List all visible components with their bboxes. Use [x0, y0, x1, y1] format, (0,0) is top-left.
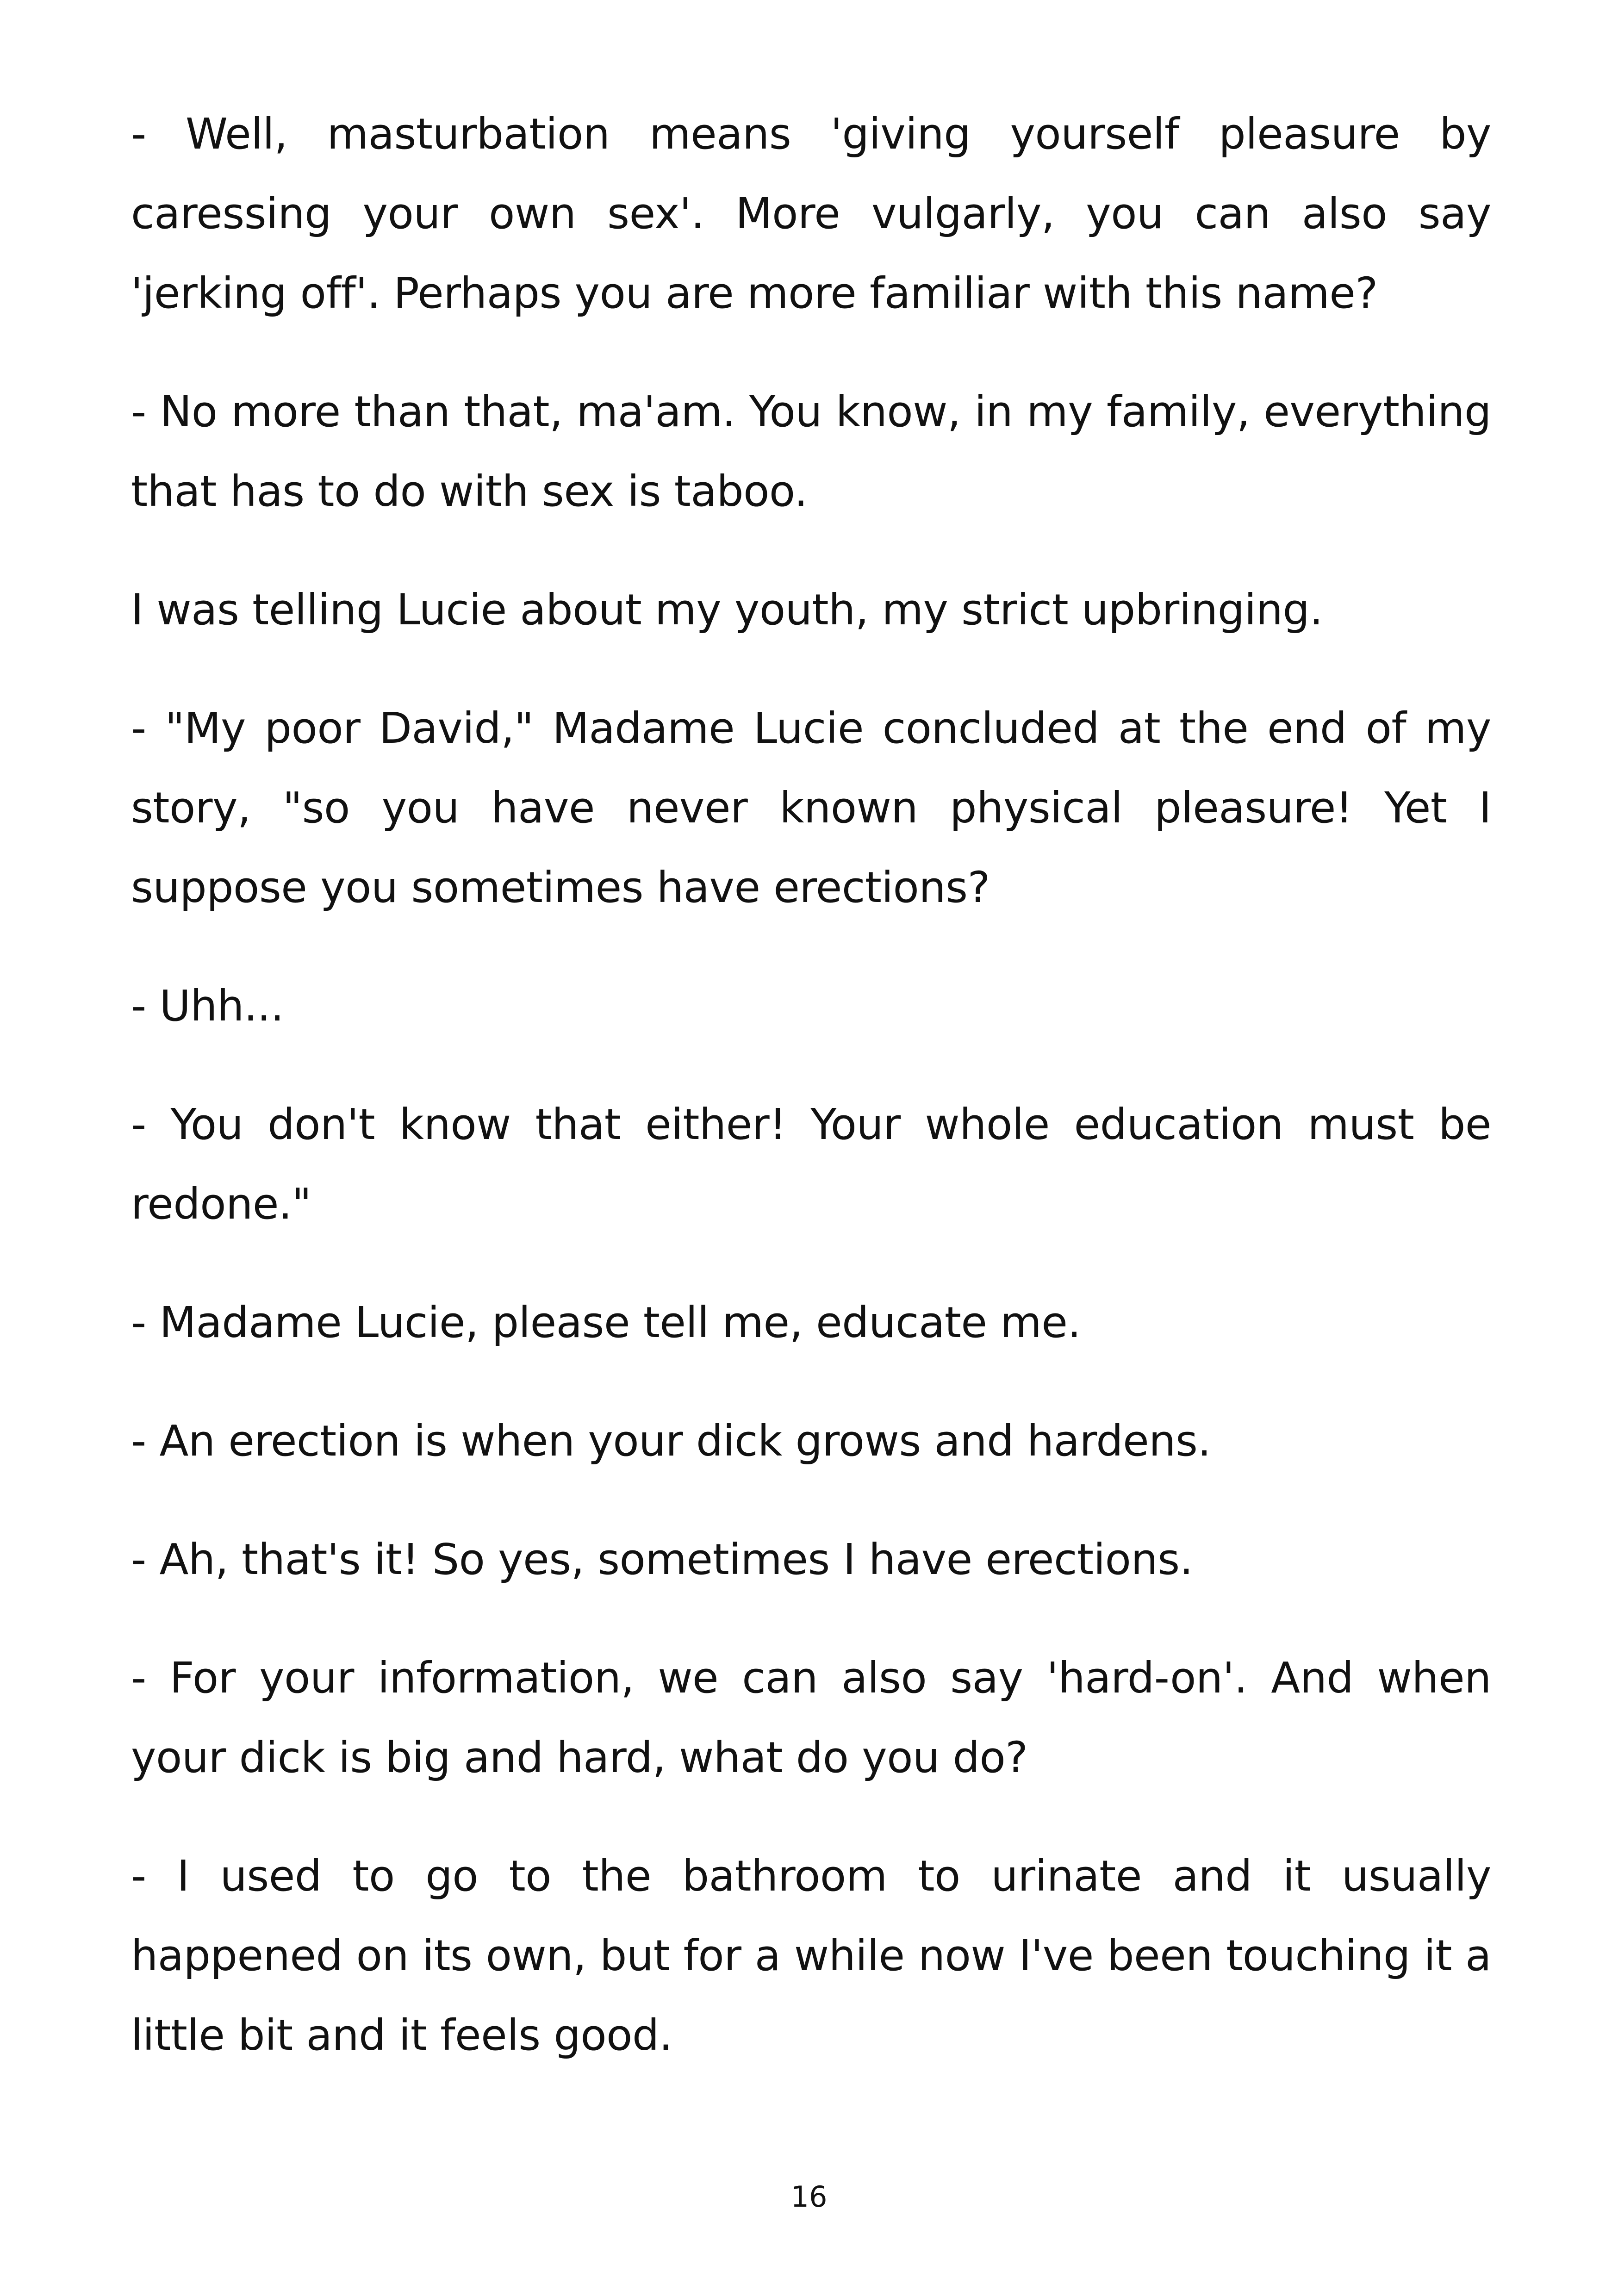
- paragraph: - Uhh...: [131, 981, 284, 1031]
- paragraph: - An erection is when your dick grows and hardens.: [131, 1416, 1211, 1466]
- page-number: 16: [790, 2180, 828, 2214]
- paragraph: - I used to go to the bathroom to urinate and it usually happened on its own, but for a while now I've been touching it a little bit and it feels good.: [131, 1851, 1491, 2060]
- paragraph: - Madame Lucie, please tell me, educate me.: [131, 1298, 1081, 1347]
- paragraph: I was telling Lucie about my youth, my strict upbringing.: [131, 585, 1323, 635]
- paragraph: - "My poor David," Madame Lucie concluded at the end of my story, "so you have never known physical pleasure! Yet I suppose you sometimes have erections?: [131, 703, 1491, 912]
- paragraph: - Ah, that's it! So yes, sometimes I have erections.: [131, 1535, 1193, 1584]
- paragraph: - No more than that, ma'am. You know, in my family, everything that has to do with sex is taboo.: [131, 387, 1491, 516]
- body-text: [131, 94, 1491, 2114]
- paragraph: - You don't know that either! Your whole education must be redone.": [131, 1100, 1491, 1229]
- paragraph: - Well, masturbation means 'giving yourself pleasure by caressing your own sex'. More vulgarly, you can also say 'jerking off'. Perhaps you are more familiar with this name?: [131, 109, 1491, 318]
- paragraph: - For your information, we can also say 'hard-on'. And when your dick is big and hard, what do you do?: [131, 1653, 1491, 1782]
